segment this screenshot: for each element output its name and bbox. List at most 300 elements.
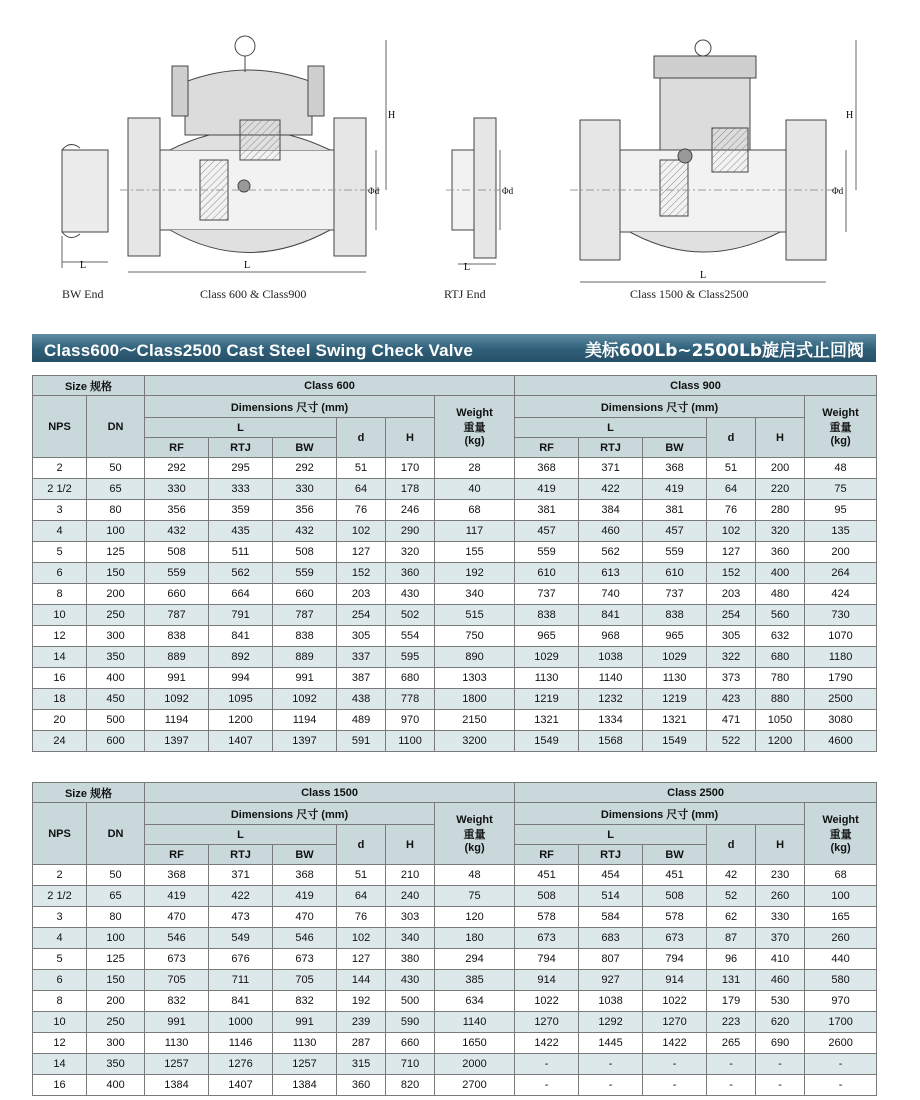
table-cell: 360 (337, 1075, 386, 1096)
table-cell: 559 (273, 563, 337, 584)
table-cell: 471 (707, 710, 756, 731)
table-row (33, 458, 877, 479)
table-cell: - (707, 1075, 756, 1096)
table-cell: 451 (515, 865, 579, 886)
rtj-header-b: RTJ (579, 438, 643, 458)
table-cell: 1270 (643, 1012, 707, 1033)
table-cell: 1650 (435, 1033, 515, 1054)
table-row (33, 731, 877, 752)
table-row (33, 605, 877, 626)
table-cell: - (805, 1075, 877, 1096)
table-cell: 100 (87, 521, 145, 542)
table-cell: 65 (87, 479, 145, 500)
table-cell: 165 (805, 907, 877, 928)
table-cell: 373 (707, 668, 756, 689)
table-cell: 384 (579, 500, 643, 521)
table-row (33, 970, 877, 991)
dim-h-1500: H (846, 110, 854, 121)
table-cell: 340 (386, 928, 435, 949)
table-cell: 890 (435, 647, 515, 668)
table-cell: 2 1/2 (33, 479, 87, 500)
table-cell: 400 (756, 563, 805, 584)
table-cell: 322 (707, 647, 756, 668)
table-cell: 660 (273, 584, 337, 605)
table-cell: - (756, 1054, 805, 1075)
bw-header-a: BW (273, 438, 337, 458)
table-cell: 841 (209, 626, 273, 647)
table-cell: 590 (386, 1012, 435, 1033)
table-row (33, 928, 877, 949)
table-cell: 730 (805, 605, 877, 626)
table-cell: 210 (386, 865, 435, 886)
table-cell: 419 (515, 479, 579, 500)
table-cell: 1568 (579, 731, 643, 752)
table-cell: 4600 (805, 731, 877, 752)
table-cell: 595 (386, 647, 435, 668)
dim-h-600: H (388, 110, 396, 121)
table-cell: 1146 (209, 1033, 273, 1054)
bw-header-b: BW (643, 845, 707, 865)
table-cell: 1140 (579, 668, 643, 689)
table-cell: 991 (145, 668, 209, 689)
bw-header-a: BW (273, 845, 337, 865)
title-english: Class600～Class2500 Cast Steel Swing Check Valve (44, 340, 473, 360)
table-cell: 680 (386, 668, 435, 689)
table-cell: 711 (209, 970, 273, 991)
table-cell: 96 (707, 949, 756, 970)
table-cell: 1194 (145, 710, 209, 731)
table-cell: 737 (643, 584, 707, 605)
table-cell: 1000 (209, 1012, 273, 1033)
weight-header-b: Weight 重量 (kg) (805, 396, 877, 458)
table-cell: 250 (87, 1012, 145, 1033)
table-cell: 841 (209, 991, 273, 1012)
table-cell: 820 (386, 1075, 435, 1096)
table-cell: - (579, 1054, 643, 1075)
table-cell: 320 (386, 542, 435, 563)
table-cell: 673 (643, 928, 707, 949)
table-cell: - (579, 1075, 643, 1096)
table-cell: 508 (515, 886, 579, 907)
table-cell: 76 (337, 907, 386, 928)
table-cell: 705 (145, 970, 209, 991)
table-cell: 10 (33, 1012, 87, 1033)
table-cell: 330 (273, 479, 337, 500)
table-cell: 991 (273, 1012, 337, 1033)
table-cell: 440 (805, 949, 877, 970)
table-cell: 1050 (756, 710, 805, 731)
table-cell: 1092 (273, 689, 337, 710)
table-cell: 430 (386, 970, 435, 991)
table-cell: 610 (643, 563, 707, 584)
table-cell: 664 (209, 584, 273, 605)
table-cell: 360 (386, 563, 435, 584)
table-cell: 450 (87, 689, 145, 710)
rf-header-b: RF (515, 438, 579, 458)
table-cell: 125 (87, 949, 145, 970)
spec-table-class600-900 (32, 375, 877, 752)
title-bar (32, 334, 876, 362)
table-cell: 511 (209, 542, 273, 563)
table-cell: 4 (33, 928, 87, 949)
table-cell: 75 (435, 886, 515, 907)
table-cell: 841 (579, 605, 643, 626)
table-cell: 152 (707, 563, 756, 584)
table-cell: 480 (756, 584, 805, 605)
table-cell: 514 (579, 886, 643, 907)
table-cell: 359 (209, 500, 273, 521)
table-cell: 502 (386, 605, 435, 626)
table-cell: 584 (579, 907, 643, 928)
table-cell: 320 (756, 521, 805, 542)
table-cell: 254 (337, 605, 386, 626)
table-cell: 419 (145, 886, 209, 907)
table-cell: 1194 (273, 710, 337, 731)
table-cell: 680 (756, 647, 805, 668)
dim-d-rtj: Φd (502, 186, 514, 196)
table-cell: 1407 (209, 1075, 273, 1096)
table-cell: 1334 (579, 710, 643, 731)
table-cell: 419 (273, 886, 337, 907)
table-row (33, 479, 877, 500)
table-cell: 422 (209, 886, 273, 907)
table-cell: 80 (87, 500, 145, 521)
h-header-a: H (386, 418, 435, 458)
table-cell: 838 (145, 626, 209, 647)
table-cell: 6 (33, 970, 87, 991)
table-cell: 48 (435, 865, 515, 886)
table-cell: 1219 (515, 689, 579, 710)
table-cell: 62 (707, 907, 756, 928)
table-cell: - (643, 1075, 707, 1096)
table-cell: 385 (435, 970, 515, 991)
table-cell: 1407 (209, 731, 273, 752)
table-cell: 559 (643, 542, 707, 563)
table-cell: 832 (273, 991, 337, 1012)
class-a-header: Class 600 (145, 376, 515, 396)
table-row (33, 865, 877, 886)
table-cell: 144 (337, 970, 386, 991)
table-row (33, 647, 877, 668)
table-cell: 994 (209, 668, 273, 689)
table-cell: 2600 (805, 1033, 877, 1054)
table-cell: 305 (707, 626, 756, 647)
dim-l-bw: L (80, 260, 87, 271)
table-cell: 1257 (145, 1054, 209, 1075)
table-cell: 424 (805, 584, 877, 605)
dn-header: DN (87, 396, 145, 458)
table-cell: 223 (707, 1012, 756, 1033)
table-cell: 1232 (579, 689, 643, 710)
table-cell: 435 (209, 521, 273, 542)
table-cell: 634 (435, 991, 515, 1012)
table-cell: 600 (87, 731, 145, 752)
table-cell: 80 (87, 907, 145, 928)
table-cell: 546 (145, 928, 209, 949)
table-cell: 68 (805, 865, 877, 886)
table-cell: 305 (337, 626, 386, 647)
table-cell: 991 (273, 668, 337, 689)
table-cell: 371 (209, 865, 273, 886)
table-cell: 102 (707, 521, 756, 542)
table-cell: 356 (145, 500, 209, 521)
table-row (33, 949, 877, 970)
table-cell: 303 (386, 907, 435, 928)
table-cell: 1397 (145, 731, 209, 752)
nps-header: NPS (33, 803, 87, 865)
table-cell: - (805, 1054, 877, 1075)
table-cell: 178 (386, 479, 435, 500)
class600-valve-drawing (120, 36, 386, 272)
table-cell: 965 (643, 626, 707, 647)
dim-d-600: Φd (368, 186, 380, 196)
dn-header: DN (87, 803, 145, 865)
h-header-a: H (386, 825, 435, 865)
table-cell: 203 (707, 584, 756, 605)
table-cell: 778 (386, 689, 435, 710)
table-cell: 470 (145, 907, 209, 928)
table-cell: 794 (643, 949, 707, 970)
table1-body (33, 458, 877, 752)
table-cell: 791 (209, 605, 273, 626)
table-cell: 737 (515, 584, 579, 605)
rtj-end-drawing (446, 118, 500, 264)
table-cell: 562 (579, 542, 643, 563)
table-cell: 200 (805, 542, 877, 563)
table-row (33, 886, 877, 907)
dimensions-header-a: Dimensions 尺寸 (mm) (145, 803, 435, 825)
class-a-header: Class 1500 (145, 783, 515, 803)
valve-drawings-svg (0, 0, 920, 318)
table-cell: 610 (515, 563, 579, 584)
table-cell: 1200 (756, 731, 805, 752)
table-cell: 673 (145, 949, 209, 970)
table-cell: 690 (756, 1033, 805, 1054)
table-cell: 292 (145, 458, 209, 479)
table-cell: 889 (273, 647, 337, 668)
class-b-header: Class 900 (515, 376, 877, 396)
dimensions-header-b: Dimensions 尺寸 (mm) (515, 803, 805, 825)
table-cell: 350 (87, 647, 145, 668)
table-cell: 580 (805, 970, 877, 991)
table-cell: 6 (33, 563, 87, 584)
table-cell: 559 (145, 563, 209, 584)
table-cell: 368 (273, 865, 337, 886)
table-cell: 1257 (273, 1054, 337, 1075)
table-cell: 337 (337, 647, 386, 668)
table-cell: 750 (435, 626, 515, 647)
table-cell: 508 (643, 886, 707, 907)
table-cell: 660 (145, 584, 209, 605)
table-cell: 2 (33, 458, 87, 479)
table-cell: 131 (707, 970, 756, 991)
table-cell: 3 (33, 907, 87, 928)
table-cell: 381 (515, 500, 579, 521)
table-cell: 95 (805, 500, 877, 521)
table-cell: 1445 (579, 1033, 643, 1054)
l-header-b: L (515, 825, 707, 845)
dim-l-600: L (244, 260, 251, 271)
table-cell: 554 (386, 626, 435, 647)
table-cell: 457 (643, 521, 707, 542)
table-cell: 12 (33, 626, 87, 647)
table-cell: 578 (515, 907, 579, 928)
table-cell: 65 (87, 886, 145, 907)
table-row (33, 1075, 877, 1096)
table-cell: 51 (337, 865, 386, 886)
table-cell: 991 (145, 1012, 209, 1033)
table-cell: 240 (386, 886, 435, 907)
table-cell: 927 (579, 970, 643, 991)
table-cell: 5 (33, 542, 87, 563)
dim-d-1500: Φd (832, 186, 844, 196)
table-cell: 260 (805, 928, 877, 949)
table-cell: 330 (145, 479, 209, 500)
table-cell: 1200 (209, 710, 273, 731)
table-cell: 102 (337, 521, 386, 542)
table-cell: 454 (579, 865, 643, 886)
table-cell: 5 (33, 949, 87, 970)
table-cell: 1130 (273, 1033, 337, 1054)
table-cell: 2 (33, 865, 87, 886)
table-cell: 430 (386, 584, 435, 605)
table-cell: 2000 (435, 1054, 515, 1075)
h-header-b: H (756, 418, 805, 458)
table-row (33, 542, 877, 563)
table-cell: 294 (435, 949, 515, 970)
table-cell: 892 (209, 647, 273, 668)
table-cell: 380 (386, 949, 435, 970)
table-cell: 264 (805, 563, 877, 584)
weight-header-a: Weight 重量 (kg) (435, 803, 515, 865)
table-cell: 200 (87, 584, 145, 605)
table-cell: 150 (87, 970, 145, 991)
table-cell: 970 (386, 710, 435, 731)
l-header-a: L (145, 418, 337, 438)
table-cell: 1022 (643, 991, 707, 1012)
table-cell: 705 (273, 970, 337, 991)
table-cell: 280 (756, 500, 805, 521)
table-row (33, 1054, 877, 1075)
table-cell: 515 (435, 605, 515, 626)
table-cell: 200 (756, 458, 805, 479)
table-cell: 1130 (145, 1033, 209, 1054)
table-cell: 1130 (515, 668, 579, 689)
table-cell: 368 (643, 458, 707, 479)
table-cell: - (515, 1054, 579, 1075)
table-cell: 1276 (209, 1054, 273, 1075)
table-cell: 1397 (273, 731, 337, 752)
size-header: Size 规格 (33, 783, 145, 803)
table-cell: 3 (33, 500, 87, 521)
table-cell: 155 (435, 542, 515, 563)
table-cell: 333 (209, 479, 273, 500)
table-cell: 460 (579, 521, 643, 542)
table-cell: 356 (273, 500, 337, 521)
bw-header-b: BW (643, 438, 707, 458)
table-cell: 3080 (805, 710, 877, 731)
table-cell: 423 (707, 689, 756, 710)
table-cell: 1095 (209, 689, 273, 710)
caption-class600: Class 600 & Class900 (200, 287, 307, 301)
table-cell: 914 (515, 970, 579, 991)
table-cell: 230 (756, 865, 805, 886)
table-row (33, 626, 877, 647)
table-cell: 676 (209, 949, 273, 970)
table-cell: 127 (707, 542, 756, 563)
table-cell: 4 (33, 521, 87, 542)
table-cell: 295 (209, 458, 273, 479)
table-cell: 965 (515, 626, 579, 647)
title-chinese: 美标600Lb~2500Lb旋启式止回阀 (584, 340, 864, 361)
table-cell: 150 (87, 563, 145, 584)
table-cell: 613 (579, 563, 643, 584)
table-cell: 180 (435, 928, 515, 949)
rf-header-a: RF (145, 438, 209, 458)
table-cell: 18 (33, 689, 87, 710)
table-cell: 28 (435, 458, 515, 479)
table-cell: 457 (515, 521, 579, 542)
table-cell: 559 (515, 542, 579, 563)
table-cell: 246 (386, 500, 435, 521)
table-cell: 432 (273, 521, 337, 542)
table-cell: 40 (435, 479, 515, 500)
dim-l-1500: L (700, 270, 707, 281)
table-cell: 500 (87, 710, 145, 731)
rf-header-a: RF (145, 845, 209, 865)
table-cell: 265 (707, 1033, 756, 1054)
table-cell: 400 (87, 668, 145, 689)
table-cell: 549 (209, 928, 273, 949)
table-cell: 968 (579, 626, 643, 647)
table-cell: 1270 (515, 1012, 579, 1033)
table-cell: 620 (756, 1012, 805, 1033)
table-cell: 1700 (805, 1012, 877, 1033)
table-cell: 1321 (515, 710, 579, 731)
table-cell: 673 (515, 928, 579, 949)
table-cell: 660 (386, 1033, 435, 1054)
table-cell: 562 (209, 563, 273, 584)
table-cell: 683 (579, 928, 643, 949)
table-cell: 371 (579, 458, 643, 479)
table-cell: 1303 (435, 668, 515, 689)
table-row (33, 563, 877, 584)
table-cell: - (707, 1054, 756, 1075)
d-header-b: d (707, 418, 756, 458)
table-cell: 1092 (145, 689, 209, 710)
table-cell: 1549 (515, 731, 579, 752)
table-cell: 1549 (643, 731, 707, 752)
table-cell: 1022 (515, 991, 579, 1012)
table-cell: 807 (579, 949, 643, 970)
table-cell: 451 (643, 865, 707, 886)
table-cell: 52 (707, 886, 756, 907)
table-cell: 203 (337, 584, 386, 605)
table-cell: 508 (145, 542, 209, 563)
table-cell: 152 (337, 563, 386, 584)
table-cell: 1100 (386, 731, 435, 752)
table-cell: 340 (435, 584, 515, 605)
table-cell: 1384 (273, 1075, 337, 1096)
size-header: Size 规格 (33, 376, 145, 396)
table-cell: 1038 (579, 647, 643, 668)
table-cell: 710 (386, 1054, 435, 1075)
table-cell: 16 (33, 668, 87, 689)
table-row (33, 907, 877, 928)
table-cell: 1321 (643, 710, 707, 731)
table-cell: 179 (707, 991, 756, 1012)
table-cell: 560 (756, 605, 805, 626)
